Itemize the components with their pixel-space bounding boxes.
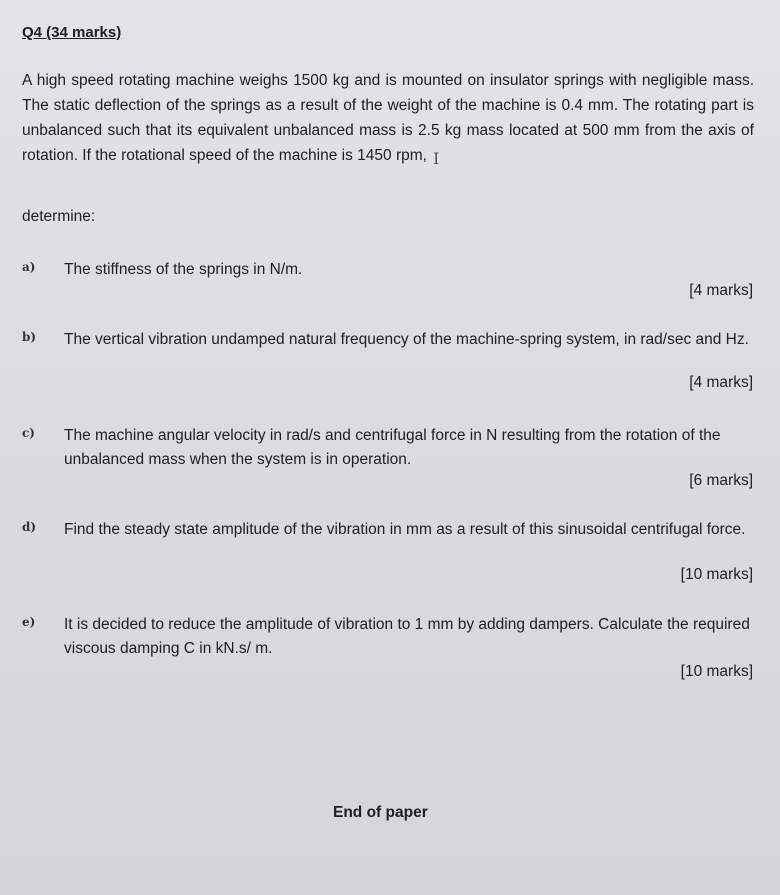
intro-text: A high speed rotating machine weighs 1500 kg and is mounted on insulator springs with negligible mass. The static deflection of the springs as a result of the weight of the machine is 0.4 mm. The rotating part is unbalanced such that its equivalent unbalanced mass is 2.5 kg mass located at 500 mm from the axis of rotation. If the rotational speed of the machine is 1450 rpm, <box>22 72 754 164</box>
subquestion-text: The vertical vibration undamped natural frequency of the machine-spring system, in rad/sec and Hz. <box>64 331 749 348</box>
subquestion-marks: [10 marks] <box>680 566 753 583</box>
question-intro <box>22 68 754 171</box>
subquestion-text: It is decided to reduce the amplitude of vibration to 1 mm by adding dampers. Calculate the required viscous damping C in kN.s/ m. <box>64 616 750 657</box>
subquestion-text: The machine angular velocity in rad/s and centrifugal force in N resulting from the rotation of the unbalanced mass when the system is in operation. <box>64 427 721 468</box>
subquestion-marks: [4 marks] <box>689 282 753 299</box>
subquestion-marks: [6 marks] <box>689 472 753 489</box>
question-heading: Q4 (34 marks) <box>22 24 122 41</box>
subquestion-letter: e) <box>22 615 36 629</box>
text-cursor-icon: I <box>432 149 440 168</box>
subquestion-text: The stiffness of the springs in N/m. <box>64 261 303 278</box>
subquestion-text: Find the steady state amplitude of the vibration in mm as a result of this sinusoidal centrifugal force. <box>64 521 746 538</box>
subquestion-letter: d) <box>22 520 37 534</box>
subquestion-letter: c) <box>22 426 35 440</box>
determine-label: determine: <box>22 208 96 225</box>
subquestion-letter: a) <box>22 260 36 274</box>
subquestion-letter: b) <box>22 330 37 344</box>
subquestion-marks: [10 marks] <box>680 663 753 680</box>
end-of-paper: End of paper <box>333 804 428 821</box>
subquestion-marks: [4 marks] <box>689 374 753 391</box>
